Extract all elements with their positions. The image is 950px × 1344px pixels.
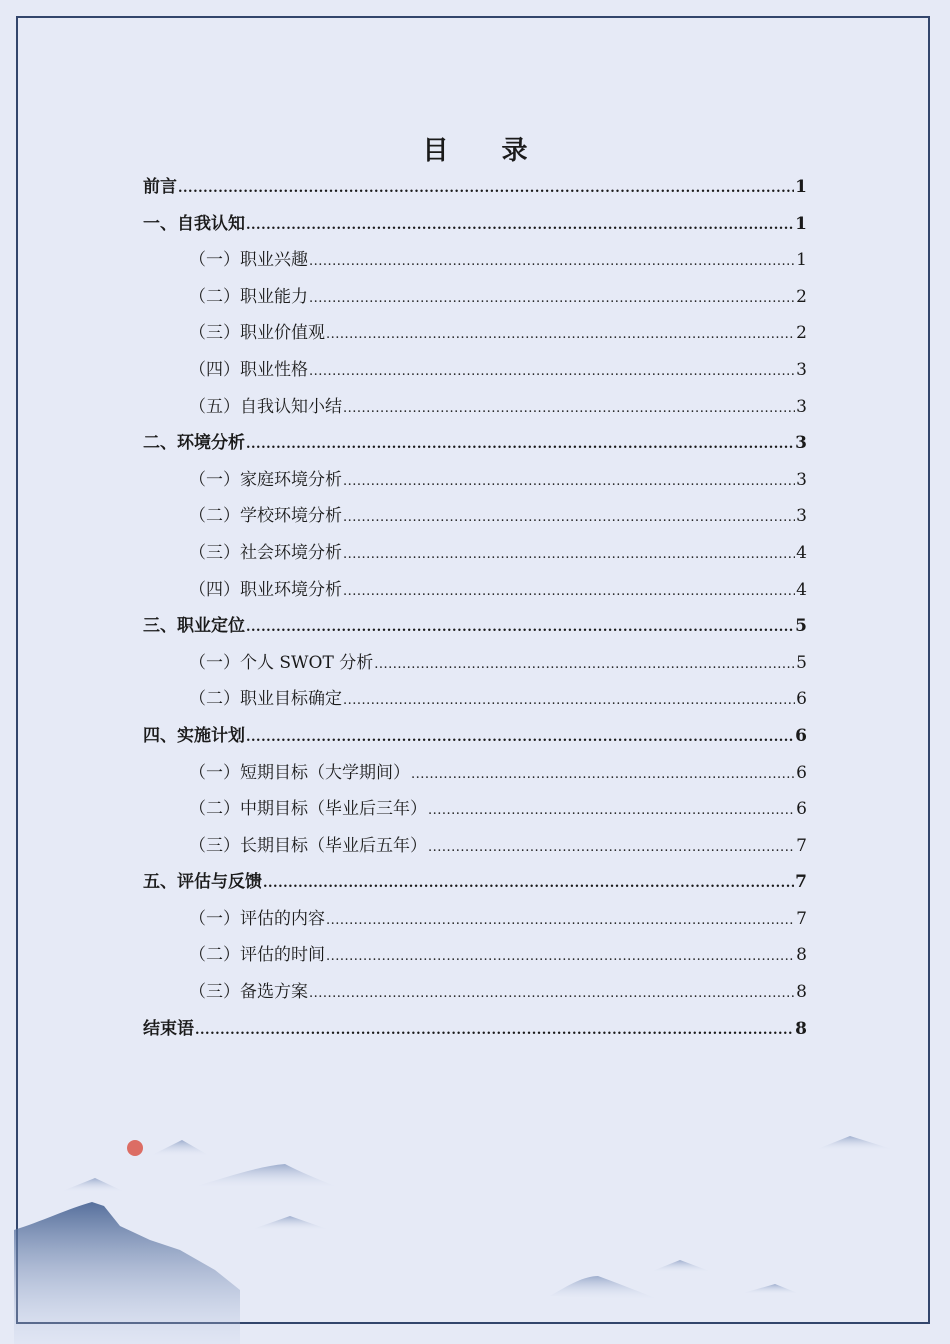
toc-entry-page-number: 2 [796, 323, 807, 344]
toc-entry[interactable] [143, 389, 807, 426]
toc-entry[interactable] [143, 864, 807, 901]
toc-entry-page-number: 6 [795, 725, 807, 746]
table-of-contents [143, 169, 807, 1047]
distant-peak [60, 1178, 125, 1192]
toc-entry-page-number: 8 [795, 1018, 807, 1039]
toc-entry-page-number: 7 [795, 872, 807, 893]
toc-entry-label: 前言 [143, 177, 177, 197]
dot-leader [178, 171, 794, 208]
toc-entry[interactable] [143, 425, 807, 462]
toc-entry[interactable] [143, 279, 807, 316]
toc-entry-label: （一）短期目标（大学期间） [189, 762, 410, 783]
toc-entry-label: （一）职业兴趣 [189, 250, 308, 271]
dot-leader [246, 720, 794, 757]
toc-entry[interactable] [143, 315, 807, 352]
toc-entry[interactable] [143, 169, 807, 206]
dot-leader [263, 866, 794, 903]
toc-entry[interactable] [143, 828, 807, 865]
toc-entry-page-number: 6 [796, 799, 807, 820]
toc-entry-label: （一）评估的内容 [189, 908, 325, 929]
right-peak [650, 1260, 712, 1272]
toc-entry[interactable] [143, 206, 807, 243]
toc-entry-page-number: 4 [796, 542, 807, 563]
toc-entry[interactable] [143, 718, 807, 755]
dot-leader [343, 683, 795, 720]
dot-leader [326, 939, 795, 976]
toc-entry-label: （三）备选方案 [189, 982, 308, 1003]
dot-leader [309, 976, 795, 1013]
dot-leader [428, 793, 795, 830]
main-mountain [14, 1202, 240, 1344]
toc-entry-page-number: 4 [796, 579, 807, 600]
dot-leader [343, 574, 795, 611]
toc-entry-label: （五）自我认知小结 [189, 396, 342, 417]
toc-entry-label: （二）职业目标确定 [189, 689, 342, 710]
toc-title: 目 录 [422, 136, 550, 166]
toc-entry-label: 一、自我认知 [143, 213, 245, 234]
distant-peak [250, 1216, 330, 1230]
toc-entry-label: 五、评估与反馈 [143, 872, 262, 893]
toc-entry-page-number: 1 [795, 213, 807, 234]
dot-leader [343, 500, 795, 537]
toc-entry-label: 结束语 [143, 1018, 194, 1039]
dot-leader [326, 317, 795, 354]
dot-leader [309, 281, 795, 318]
dot-leader [195, 1013, 794, 1050]
toc-entry-label: （二）学校环境分析 [189, 506, 342, 527]
dot-leader [246, 427, 794, 464]
dot-leader [246, 610, 794, 647]
toc-entry[interactable] [143, 498, 807, 535]
toc-entry-page-number: 1 [796, 250, 807, 271]
toc-entry-page-number: 7 [796, 835, 807, 856]
toc-entry-label: （一）家庭环境分析 [189, 469, 342, 490]
toc-entry-page-number: 8 [796, 945, 807, 966]
right-peak [815, 1136, 895, 1150]
toc-entry-label: （四）职业性格 [189, 359, 308, 380]
toc-entry-label: 三、职业定位 [143, 616, 245, 637]
toc-entry[interactable] [143, 755, 807, 792]
toc-entry-page-number: 3 [796, 396, 807, 417]
distant-peak [150, 1140, 210, 1156]
toc-entry-label: 四、实施计划 [143, 725, 245, 746]
dot-leader [428, 830, 795, 867]
toc-entry-label: （三）社会环境分析 [189, 542, 342, 563]
distant-peak [190, 1164, 340, 1188]
toc-entry-label: （四）职业环境分析 [189, 579, 342, 600]
toc-entry-page-number: 6 [796, 762, 807, 783]
toc-entry[interactable] [143, 242, 807, 279]
dot-leader [246, 208, 794, 245]
toc-entry[interactable] [143, 535, 807, 572]
dot-leader [374, 647, 795, 684]
right-peak [550, 1276, 660, 1300]
right-peak [740, 1284, 800, 1294]
toc-entry-page-number: 3 [795, 433, 807, 454]
toc-entry-label: （一）个人 SWOT 分析 [189, 652, 374, 673]
toc-entry[interactable] [143, 462, 807, 499]
toc-entry-page-number: 2 [796, 286, 807, 307]
dot-leader [411, 757, 795, 794]
dot-leader [343, 391, 795, 428]
toc-entry-page-number: 6 [796, 689, 807, 710]
toc-entry-label: （三）职业价值观 [189, 323, 325, 344]
toc-entry-page-number: 3 [796, 359, 807, 380]
dot-leader [309, 354, 795, 391]
toc-entry-page-number: 7 [796, 908, 807, 929]
toc-entry-page-number: 5 [795, 616, 807, 637]
toc-entry[interactable] [143, 645, 807, 682]
toc-entry-label: 二、环境分析 [143, 433, 245, 454]
toc-entry-page-number: 1 [795, 177, 807, 197]
toc-entry[interactable] [143, 572, 807, 609]
toc-entry-label: （三）长期目标（毕业后五年） [189, 835, 427, 856]
toc-entry[interactable] [143, 352, 807, 389]
toc-entry-page-number: 3 [796, 469, 807, 490]
toc-entry[interactable] [143, 681, 807, 718]
toc-entry[interactable] [143, 791, 807, 828]
toc-entry-page-number: 5 [796, 652, 807, 673]
toc-entry-page-number: 8 [796, 982, 807, 1003]
toc-entry[interactable] [143, 608, 807, 645]
toc-entry-label: （二）中期目标（毕业后三年） [189, 799, 427, 820]
dot-leader [326, 903, 795, 940]
toc-entry[interactable] [143, 901, 807, 938]
toc-entry[interactable] [143, 974, 807, 1011]
dot-leader [309, 244, 795, 281]
toc-entry-label: （二）评估的时间 [189, 945, 325, 966]
toc-entry-label: （二）职业能力 [189, 286, 308, 307]
ink-landscape-illustration [0, 1080, 950, 1344]
dot-leader [343, 464, 795, 501]
toc-entry-page-number: 3 [796, 506, 807, 527]
toc-entry[interactable] [143, 937, 807, 974]
dot-leader [343, 537, 795, 574]
toc-entry[interactable] [143, 1011, 807, 1048]
red-sun [127, 1140, 143, 1156]
